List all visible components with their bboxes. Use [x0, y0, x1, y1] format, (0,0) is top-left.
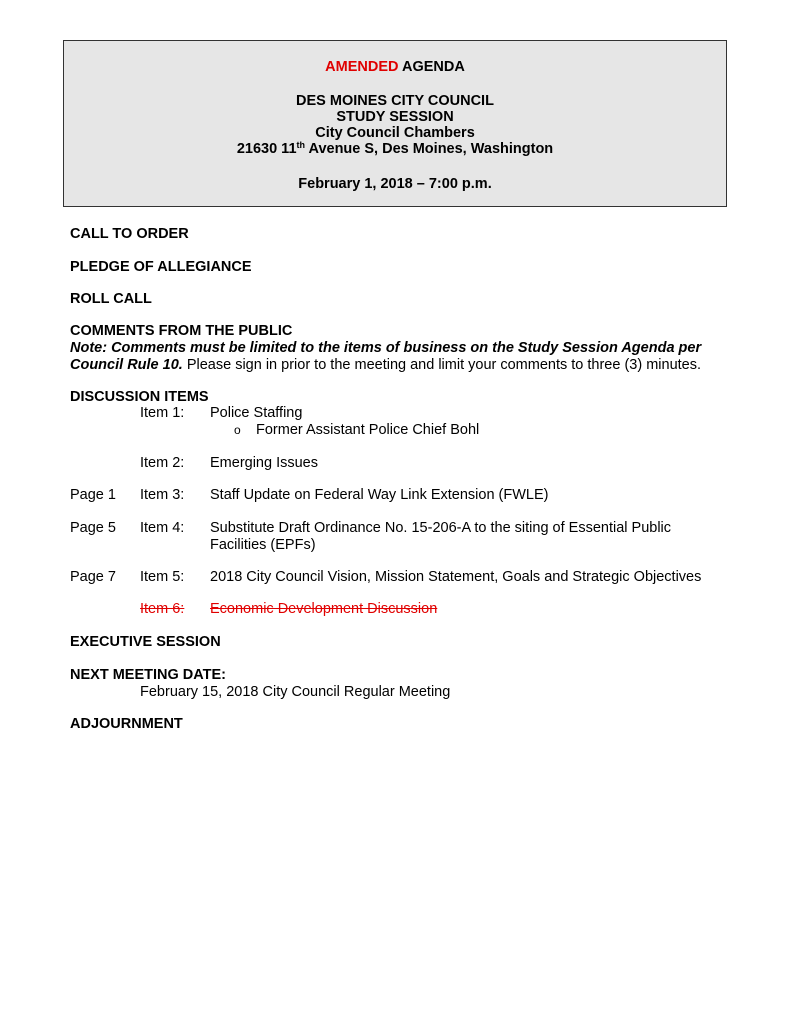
agenda-header-box	[63, 40, 727, 207]
address-number: 21630 11	[236, 141, 297, 157]
item-number: Item 5:	[140, 569, 185, 585]
public-comments-note-cont	[70, 357, 701, 374]
call-to-order: CALL TO ORDER	[70, 226, 189, 242]
item-number: Item 1:	[140, 405, 185, 421]
item-number: Item 2:	[140, 455, 185, 471]
pledge-of-allegiance: PLEDGE OF ALLEGIANCE	[70, 259, 252, 275]
address-street: Avenue S, Des Moines, Washington	[305, 141, 554, 157]
agenda-label: AGENDA	[398, 59, 465, 75]
item-number: Item 4:	[140, 520, 185, 536]
adjournment: ADJOURNMENT	[70, 716, 183, 732]
meeting-location: City Council Chambers	[315, 125, 475, 141]
roll-call: ROLL CALL	[70, 291, 152, 307]
bullet-icon: o	[234, 423, 241, 437]
sign-in-instructions: Please sign in prior to the meeting and limit your comments to three (3) minutes.	[182, 357, 702, 373]
item-description: Staff Update on Federal Way Link Extension (FWLE)	[210, 487, 549, 503]
item-description: Substitute Draft Ordinance No. 15-206-A to the siting of Essential Public	[210, 520, 672, 536]
council-rule-ref: Council Rule 10.	[70, 357, 183, 373]
item-number: Item 3:	[140, 487, 185, 503]
list-item-struck	[0, 601, 791, 618]
list-sub-item	[0, 422, 791, 439]
list-item	[0, 455, 791, 472]
public-comments-title: COMMENTS FROM THE PUBLIC	[70, 323, 293, 339]
item-description-cont: Facilities (EPFs)	[210, 537, 316, 553]
next-meeting-value: February 15, 2018 City Council Regular Meeting	[140, 684, 451, 700]
meeting-date: February 1, 2018 – 7:00 p.m.	[298, 176, 492, 192]
item-description: Emerging Issues	[210, 455, 318, 471]
executive-session: EXECUTIVE SESSION	[70, 634, 221, 650]
item-number: Item 6:	[140, 601, 185, 617]
meeting-address	[64, 141, 726, 158]
council-name: DES MOINES CITY COUNCIL	[296, 93, 494, 109]
item-description: Economic Development Discussion	[210, 601, 438, 617]
public-comments-note: Note: Comments must be limited to the items of business on the Study Session Agenda per	[70, 340, 702, 356]
item-description: Police Staffing	[210, 405, 303, 421]
agenda-title	[64, 59, 726, 76]
sub-item-text: Former Assistant Police Chief Bohl	[256, 422, 480, 438]
item-page: Page 5	[70, 520, 116, 536]
session-type: STUDY SESSION	[336, 109, 454, 125]
list-item-cont	[0, 537, 791, 554]
amended-label: AMENDED	[325, 59, 399, 75]
item-page: Page 7	[70, 569, 116, 585]
address-superscript: th	[296, 140, 306, 150]
list-item	[0, 520, 791, 537]
discussion-items-title: DISCUSSION ITEMS	[70, 389, 209, 405]
list-item	[0, 405, 791, 422]
item-page: Page 1	[70, 487, 116, 503]
list-item	[0, 487, 791, 504]
next-meeting-title: NEXT MEETING DATE:	[70, 667, 227, 683]
item-description: 2018 City Council Vision, Mission Statement, Goals and Strategic Objectives	[210, 569, 702, 585]
list-item	[0, 569, 791, 586]
